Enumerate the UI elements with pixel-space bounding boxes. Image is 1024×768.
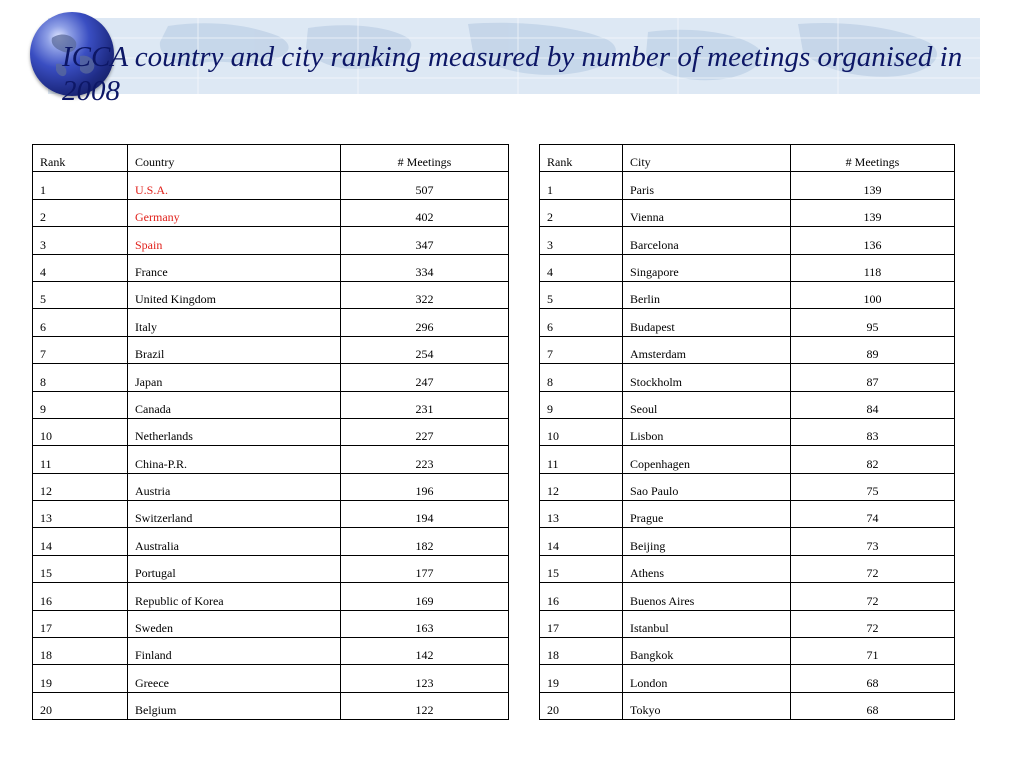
rank-cell-text: 14 <box>547 538 559 553</box>
city-cell <box>623 336 791 363</box>
meetings-cell-text: 139 <box>863 182 882 197</box>
country-cell-text: Germany <box>135 210 180 225</box>
meetings-cell-text: 89 <box>866 347 879 362</box>
city-cell-text: Athens <box>630 566 664 581</box>
table-row <box>540 473 955 500</box>
rank-cell-text: 3 <box>40 237 46 252</box>
country-cell-text: Netherlands <box>135 429 193 444</box>
meetings-cell-text: 72 <box>866 593 879 608</box>
meetings-cell-text: 95 <box>866 319 879 334</box>
city-cell <box>623 391 791 418</box>
meetings-cell <box>341 199 509 226</box>
city-cell-text: Paris <box>630 182 654 197</box>
country-cell-text: Japan <box>135 374 163 389</box>
meetings-cell <box>341 555 509 582</box>
meetings-cell-text: 68 <box>866 703 879 718</box>
rank-cell <box>540 555 623 582</box>
city-cell-text: Prague <box>630 511 664 526</box>
meetings-cell <box>341 501 509 528</box>
country-cell-text: Austria <box>135 484 171 499</box>
meetings-cell <box>341 638 509 665</box>
city-cell-text: Barcelona <box>630 237 679 252</box>
rank-cell <box>540 610 623 637</box>
meetings-cell-text: 334 <box>415 264 434 279</box>
rank-cell-text: 11 <box>547 456 559 471</box>
city-cell <box>623 501 791 528</box>
country-cell-text: Italy <box>135 319 157 334</box>
city-cell <box>623 418 791 445</box>
country-cell <box>128 692 341 719</box>
country-cell <box>128 555 341 582</box>
rank-cell-text: 1 <box>40 182 46 197</box>
city-cell-text: London <box>630 675 668 690</box>
meetings-cell-text: 507 <box>415 182 434 197</box>
meetings-cell <box>791 528 955 555</box>
meetings-cell <box>341 610 509 637</box>
country-cell <box>128 364 341 391</box>
table-row <box>33 473 509 500</box>
column-header-meetings: # Meetings <box>791 145 955 172</box>
meetings-cell <box>791 692 955 719</box>
meetings-cell <box>791 364 955 391</box>
meetings-cell <box>791 281 955 308</box>
rank-cell-text: 6 <box>547 319 553 334</box>
meetings-cell-text: 139 <box>863 210 882 225</box>
rank-cell-text: 14 <box>40 538 52 553</box>
table-row <box>33 336 509 363</box>
rank-cell <box>540 638 623 665</box>
meetings-cell-text: 72 <box>866 621 879 636</box>
rank-cell-text: 19 <box>547 675 559 690</box>
table-row <box>33 418 509 445</box>
country-cell-text: Sweden <box>135 621 173 636</box>
rank-cell-text: 4 <box>547 264 553 279</box>
meetings-cell-text: 84 <box>866 401 879 416</box>
table-row <box>540 227 955 254</box>
rank-cell-text: 4 <box>40 264 46 279</box>
rank-cell-text: 10 <box>40 429 52 444</box>
meetings-cell-text: 75 <box>866 484 879 499</box>
country-cell-text: China-P.R. <box>135 456 188 471</box>
table-row <box>33 227 509 254</box>
table-row <box>33 309 509 336</box>
meetings-cell <box>791 610 955 637</box>
rank-cell-text: 12 <box>40 484 52 499</box>
table-row <box>33 172 509 199</box>
rank-cell <box>540 254 623 281</box>
country-cell <box>128 172 341 199</box>
meetings-cell <box>791 418 955 445</box>
table-row <box>540 309 955 336</box>
meetings-cell <box>341 336 509 363</box>
meetings-cell-text: 247 <box>415 374 434 389</box>
city-cell-text: Seoul <box>630 401 658 416</box>
country-cell-text: France <box>135 264 168 279</box>
country-cell <box>128 473 341 500</box>
city-cell-text: Tokyo <box>630 703 661 718</box>
city-cell <box>623 281 791 308</box>
city-cell-text: Stockholm <box>630 374 683 389</box>
rank-cell-text: 19 <box>40 675 52 690</box>
column-header-city: City <box>623 145 791 172</box>
table-row <box>33 254 509 281</box>
rank-cell <box>33 172 128 199</box>
country-cell-text: United Kingdom <box>135 292 216 307</box>
table-row <box>540 172 955 199</box>
rank-cell <box>540 364 623 391</box>
meetings-cell <box>341 418 509 445</box>
rank-cell <box>540 336 623 363</box>
meetings-cell-text: 163 <box>415 621 434 636</box>
table-row <box>540 418 955 445</box>
table-row <box>540 555 955 582</box>
city-cell <box>623 528 791 555</box>
rank-cell-text: 3 <box>547 237 553 252</box>
meetings-cell-text: 254 <box>415 347 434 362</box>
table-row <box>33 446 509 473</box>
rank-cell-text: 5 <box>547 292 553 307</box>
table-row <box>540 665 955 692</box>
table-row <box>33 610 509 637</box>
table-row <box>540 610 955 637</box>
meetings-cell <box>791 583 955 610</box>
table-row <box>540 199 955 226</box>
meetings-cell <box>791 199 955 226</box>
meetings-cell-text: 296 <box>415 319 434 334</box>
meetings-cell-text: 68 <box>866 675 879 690</box>
rank-cell-text: 7 <box>40 347 46 362</box>
country-cell-text: Finland <box>135 648 172 663</box>
column-header-country: Country <box>128 145 341 172</box>
city-cell <box>623 583 791 610</box>
rank-cell <box>33 473 128 500</box>
rank-cell <box>33 364 128 391</box>
rank-cell <box>540 501 623 528</box>
rank-cell <box>33 610 128 637</box>
rank-cell <box>540 665 623 692</box>
city-cell <box>623 692 791 719</box>
meetings-cell <box>791 227 955 254</box>
meetings-cell <box>791 172 955 199</box>
country-cell <box>128 638 341 665</box>
meetings-cell-text: 231 <box>415 401 434 416</box>
rank-cell-text: 17 <box>40 621 52 636</box>
table-row <box>540 528 955 555</box>
country-cell-text: Spain <box>135 237 163 252</box>
meetings-cell-text: 118 <box>863 264 882 279</box>
meetings-cell-text: 169 <box>415 593 434 608</box>
city-cell <box>623 473 791 500</box>
country-cell-text: Brazil <box>135 347 165 362</box>
city-table-body <box>540 172 955 720</box>
country-table-body <box>33 172 509 720</box>
meetings-cell <box>341 391 509 418</box>
meetings-cell-text: 194 <box>415 511 434 526</box>
city-cell <box>623 665 791 692</box>
rank-cell-text: 18 <box>40 648 52 663</box>
meetings-cell <box>341 473 509 500</box>
rank-cell-text: 15 <box>40 566 52 581</box>
rank-cell <box>540 227 623 254</box>
rank-cell <box>540 583 623 610</box>
rank-cell <box>540 446 623 473</box>
table-row <box>540 281 955 308</box>
rank-cell-text: 11 <box>40 456 52 471</box>
city-cell-text: Berlin <box>630 292 660 307</box>
city-cell-text: Vienna <box>630 210 664 225</box>
city-cell-text: Copenhagen <box>630 456 690 471</box>
rank-cell-text: 13 <box>547 511 559 526</box>
rank-cell-text: 6 <box>40 319 46 334</box>
rank-cell <box>33 281 128 308</box>
rank-cell <box>33 638 128 665</box>
meetings-cell <box>791 555 955 582</box>
meetings-cell <box>341 254 509 281</box>
rank-cell <box>33 446 128 473</box>
meetings-cell <box>791 336 955 363</box>
rank-cell <box>33 501 128 528</box>
rank-cell <box>540 528 623 555</box>
rank-cell <box>33 692 128 719</box>
country-cell <box>128 418 341 445</box>
rank-cell <box>33 309 128 336</box>
meetings-cell-text: 100 <box>863 292 882 307</box>
city-cell <box>623 172 791 199</box>
rank-cell-text: 10 <box>547 429 559 444</box>
column-header-meetings: # Meetings <box>341 145 509 172</box>
rank-cell <box>33 665 128 692</box>
rank-cell-text: 13 <box>40 511 52 526</box>
rank-cell-text: 20 <box>547 703 559 718</box>
meetings-cell-text: 123 <box>415 675 434 690</box>
city-cell-text: Amsterdam <box>630 347 686 362</box>
country-cell <box>128 391 341 418</box>
country-cell-text: Canada <box>135 401 171 416</box>
country-cell-text: U.S.A. <box>135 182 169 197</box>
meetings-cell-text: 223 <box>415 456 434 471</box>
meetings-cell <box>791 446 955 473</box>
rank-cell <box>540 473 623 500</box>
rank-cell-text: 18 <box>547 648 559 663</box>
rank-cell <box>33 418 128 445</box>
table-row <box>540 446 955 473</box>
rank-cell <box>33 555 128 582</box>
rank-cell-text: 12 <box>547 484 559 499</box>
meetings-cell-text: 72 <box>866 566 879 581</box>
column-header-rank: Rank <box>540 145 623 172</box>
rank-cell <box>33 391 128 418</box>
city-cell-text: Beijing <box>630 538 666 553</box>
rank-cell-text: 2 <box>40 210 46 225</box>
city-cell-text: Buenos Aires <box>630 593 695 608</box>
meetings-cell <box>791 254 955 281</box>
country-cell <box>128 227 341 254</box>
rank-cell <box>540 309 623 336</box>
meetings-cell <box>791 501 955 528</box>
meetings-cell-text: 347 <box>415 237 434 252</box>
rank-cell-text: 16 <box>547 593 559 608</box>
country-cell-text: Australia <box>135 538 179 553</box>
meetings-cell-text: 142 <box>415 648 434 663</box>
table-row <box>33 199 509 226</box>
table-header-row <box>540 145 955 172</box>
meetings-cell <box>341 528 509 555</box>
city-cell-text: Singapore <box>630 264 679 279</box>
table-row <box>540 501 955 528</box>
country-cell-text: Belgium <box>135 703 177 718</box>
meetings-cell <box>341 364 509 391</box>
rank-cell <box>540 281 623 308</box>
city-cell-text: Lisbon <box>630 429 664 444</box>
table-row <box>540 583 955 610</box>
rank-cell <box>540 418 623 445</box>
city-cell-text: Istanbul <box>630 621 669 636</box>
city-cell <box>623 638 791 665</box>
rank-cell <box>33 199 128 226</box>
table-row <box>33 364 509 391</box>
country-cell <box>128 583 341 610</box>
meetings-cell <box>341 583 509 610</box>
meetings-cell <box>791 391 955 418</box>
rank-cell-text: 2 <box>547 210 553 225</box>
city-cell-text: Budapest <box>630 319 675 334</box>
country-cell-text: Switzerland <box>135 511 193 526</box>
meetings-cell <box>791 665 955 692</box>
rank-cell-text: 16 <box>40 593 52 608</box>
country-cell <box>128 446 341 473</box>
meetings-cell <box>341 172 509 199</box>
meetings-cell-text: 83 <box>866 429 879 444</box>
meetings-cell <box>791 309 955 336</box>
city-ranking-table <box>539 144 955 720</box>
rank-cell <box>540 391 623 418</box>
table-row <box>540 391 955 418</box>
rank-cell-text: 5 <box>40 292 46 307</box>
city-cell <box>623 309 791 336</box>
table-row <box>540 364 955 391</box>
country-cell-text: Republic of Korea <box>135 593 224 608</box>
meetings-cell <box>791 638 955 665</box>
table-row <box>540 254 955 281</box>
rank-cell-text: 17 <box>547 621 559 636</box>
table-row <box>540 638 955 665</box>
rank-cell <box>33 583 128 610</box>
rank-cell-text: 8 <box>547 374 553 389</box>
table-row <box>33 665 509 692</box>
rank-cell-text: 7 <box>547 347 553 362</box>
country-cell-text: Portugal <box>135 566 176 581</box>
table-header-row <box>33 145 509 172</box>
meetings-cell <box>341 446 509 473</box>
city-cell <box>623 555 791 582</box>
country-cell <box>128 528 341 555</box>
city-cell-text: Sao Paulo <box>630 484 679 499</box>
meetings-cell-text: 177 <box>415 566 434 581</box>
country-cell <box>128 254 341 281</box>
meetings-cell <box>341 692 509 719</box>
country-cell <box>128 309 341 336</box>
rank-cell <box>540 199 623 226</box>
country-cell <box>128 610 341 637</box>
country-cell <box>128 336 341 363</box>
rank-cell <box>33 528 128 555</box>
country-cell <box>128 199 341 226</box>
table-row <box>33 583 509 610</box>
rank-cell <box>540 172 623 199</box>
table-row <box>33 528 509 555</box>
rank-cell <box>33 254 128 281</box>
meetings-cell-text: 87 <box>866 374 879 389</box>
rank-cell-text: 1 <box>547 182 553 197</box>
table-row <box>33 281 509 308</box>
city-cell <box>623 364 791 391</box>
table-row <box>33 391 509 418</box>
meetings-cell <box>341 309 509 336</box>
table-row <box>33 501 509 528</box>
rank-cell-text: 15 <box>547 566 559 581</box>
column-header-rank: Rank <box>33 145 128 172</box>
country-cell <box>128 501 341 528</box>
meetings-cell-text: 182 <box>415 538 434 553</box>
meetings-cell-text: 122 <box>415 703 434 718</box>
city-cell-text: Bangkok <box>630 648 674 663</box>
country-cell <box>128 281 341 308</box>
meetings-cell-text: 402 <box>415 210 434 225</box>
meetings-cell-text: 74 <box>866 511 879 526</box>
table-row <box>540 692 955 719</box>
city-cell <box>623 254 791 281</box>
country-cell-text: Greece <box>135 675 169 690</box>
rank-cell-text: 9 <box>547 401 553 416</box>
page-title: ICCA country and city ranking measured by number of meetings organised in 2008 <box>62 41 963 107</box>
table-row <box>33 638 509 665</box>
country-cell <box>128 665 341 692</box>
table-row <box>540 336 955 363</box>
rank-cell-text: 9 <box>40 401 46 416</box>
meetings-cell-text: 71 <box>866 648 879 663</box>
rank-cell <box>540 692 623 719</box>
meetings-cell <box>341 227 509 254</box>
table-row <box>33 692 509 719</box>
meetings-cell-text: 73 <box>866 538 879 553</box>
country-ranking-table <box>32 144 509 720</box>
rank-cell-text: 8 <box>40 374 46 389</box>
city-cell <box>623 227 791 254</box>
meetings-cell <box>341 281 509 308</box>
city-cell <box>623 199 791 226</box>
meetings-cell-text: 136 <box>863 237 882 252</box>
rank-cell <box>33 227 128 254</box>
meetings-cell <box>341 665 509 692</box>
city-cell <box>623 446 791 473</box>
meetings-cell <box>791 473 955 500</box>
meetings-cell-text: 196 <box>415 484 434 499</box>
city-cell <box>623 610 791 637</box>
meetings-cell-text: 322 <box>415 292 434 307</box>
meetings-cell-text: 82 <box>866 456 879 471</box>
table-row <box>33 555 509 582</box>
rank-cell <box>33 336 128 363</box>
meetings-cell-text: 227 <box>415 429 434 444</box>
rank-cell-text: 20 <box>40 703 52 718</box>
